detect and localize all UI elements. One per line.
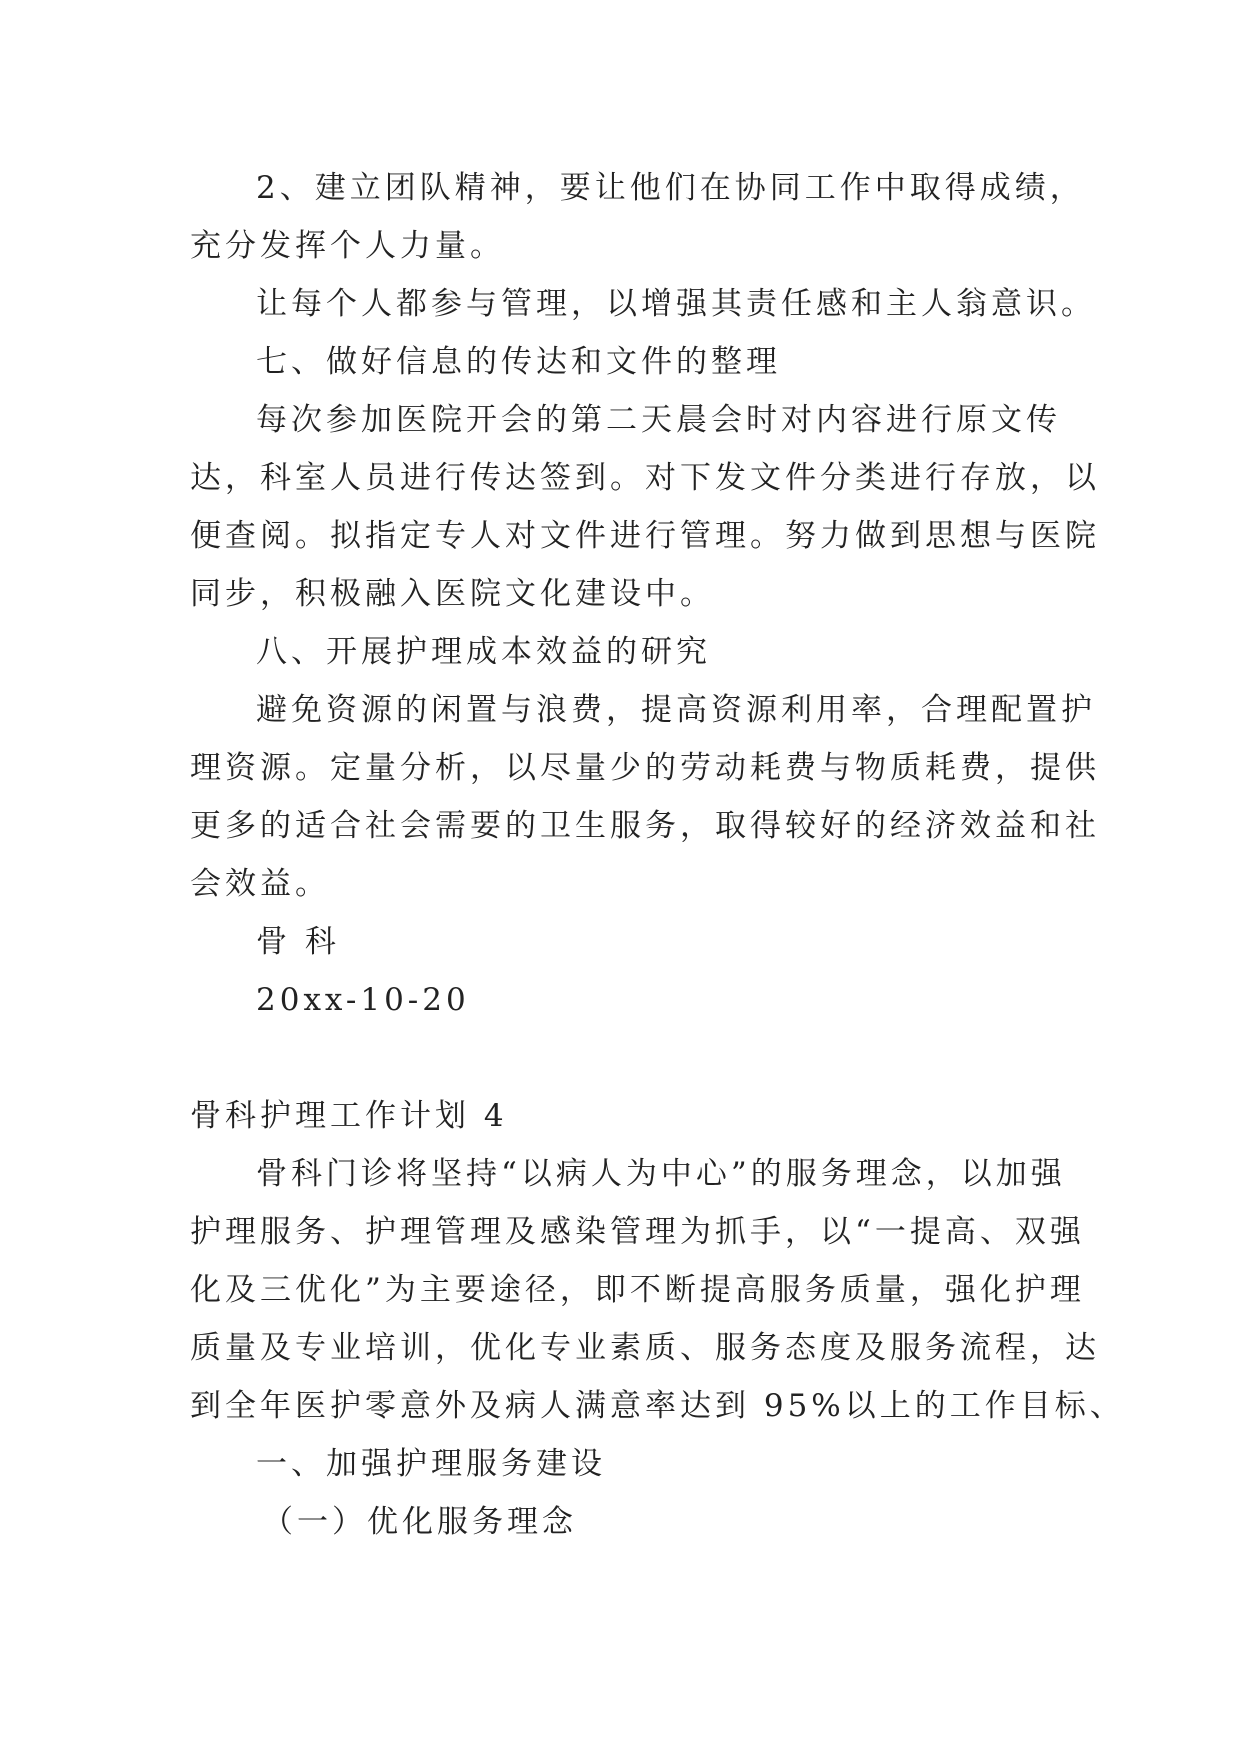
paragraph-line: 会效益。 <box>190 866 330 902</box>
paragraph-line: 更多的适合社会需要的卫生服务，取得较好的经济效益和社 <box>190 808 1100 844</box>
paragraph-line: 质量及专业培训，优化专业素质、服务态度及服务流程，达 <box>190 1330 1100 1366</box>
section-heading: 一、加强护理服务建设 <box>256 1446 606 1482</box>
paragraph-line: 护理服务、护理管理及感染管理为抓手，以“一提高、双强 <box>190 1214 1085 1250</box>
paragraph-line: 达，科室人员进行传达签到。对下发文件分类进行存放，以 <box>190 460 1100 496</box>
signature-department: 骨 科 <box>256 924 340 960</box>
paragraph-line: 骨科门诊将坚持“以病人为中心”的服务理念，以加强 <box>256 1156 1066 1192</box>
document-title: 骨科护理工作计划 4 <box>190 1098 508 1134</box>
paragraph-line: 2、建立团队精神，要让他们在协同工作中取得成绩， <box>256 170 1085 206</box>
section-heading: 八、开展护理成本效益的研究 <box>256 634 711 670</box>
paragraph-line: 理资源。定量分析，以尽量少的劳动耗费与物质耗费，提供 <box>190 750 1100 786</box>
subsection-heading: （一）优化服务理念 <box>262 1504 577 1540</box>
paragraph-line: 避免资源的闲置与浪费，提高资源利用率，合理配置护 <box>256 692 1096 728</box>
section-heading: 七、做好信息的传达和文件的整理 <box>256 344 781 380</box>
paragraph-line: 每次参加医院开会的第二天晨会时对内容进行原文传 <box>256 402 1061 438</box>
paragraph-line: 到全年医护零意外及病人满意率达到 95%以上的工作目标、 <box>190 1388 1125 1424</box>
paragraph-line: 便查阅。拟指定专人对文件进行管理。努力做到思想与医院 <box>190 518 1100 554</box>
paragraph-line: 同步，积极融入医院文化建设中。 <box>190 576 715 612</box>
paragraph-line: 让每个人都参与管理，以增强其责任感和主人翁意识。 <box>256 286 1096 322</box>
paragraph-line: 充分发挥个人力量。 <box>190 228 505 264</box>
paragraph-line: 化及三优化”为主要途径，即不断提高服务质量，强化护理 <box>190 1272 1085 1308</box>
signature-date: 20xx-10-20 <box>256 982 470 1018</box>
